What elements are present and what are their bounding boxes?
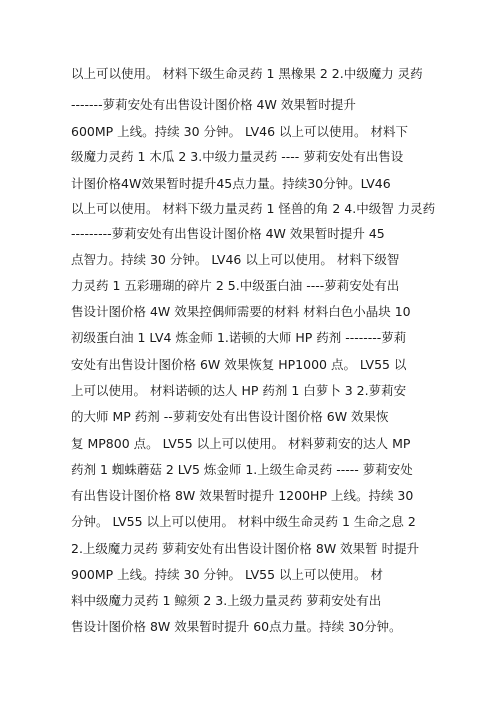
text-line: 上可以使用。 材料诺顿的达人 HP 药剂 1 白萝卜 3 2.萝莉安	[71, 383, 407, 398]
text-line: 药剂 1 蜘蛛蘑菇 2 LV5 炼金师 1.上级生命灵药 ----- 萝莉安处	[71, 462, 413, 477]
text-line: 复 MP800 点。 LV55 以上可以使用。 材料萝莉安的达人 MP	[71, 436, 411, 451]
text-line: 600MP 上线。持续 30 分钟。 LV46 以上可以使用。 材料下	[71, 124, 408, 139]
text-line: 900MP 上线。持续 30 分钟。 LV55 以上可以使用。 材	[71, 567, 383, 582]
text-line: 有出售设计图价格 8W 效果暂时提升 1200HP 上线。持续 30	[71, 488, 414, 503]
text-line: 以上可以使用。 材料下级生命灵药 1 黑橡果 2 2.中级魔力 灵药	[71, 66, 423, 81]
text-line: ---------萝莉安处有出售设计图价格 4W 效果暂时提升 45	[71, 226, 385, 241]
text-line: 级魔力灵药 1 木瓜 2 3.中级力量灵药 ---- 萝莉安处有出售设	[71, 149, 404, 164]
text-line: -------萝莉安处有出售设计图价格 4W 效果暂时提升	[71, 97, 356, 112]
text-line: 点智力。持续 30 分钟。 LV46 以上可以使用。 材料下级智	[71, 252, 400, 267]
text-line: 售设计图价格 4W 效果控偶师需要的材料 材料白色小晶块 10	[71, 304, 411, 319]
text-line: 的大师 MP 药剂 --萝莉安处有出售设计图价格 6W 效果恢	[71, 409, 389, 424]
text-line: 料中级魔力灵药 1 鲸须 2 3.上级力量灵药 萝莉安处有出	[71, 593, 382, 608]
text-line: 计图价格4W效果暂时提升45点力量。持续30分钟。LV46	[71, 176, 391, 191]
text-line: 安处有出售设计图价格 6W 效果恢复 HP1000 点。 LV55 以	[71, 357, 407, 372]
text-line: 初级蛋白油 1 LV4 炼金师 1.诺顿的大师 HP 药剂 --------萝莉	[71, 330, 407, 345]
text-line: 力灵药 1 五彩珊瑚的碎片 2 5.中级蛋白油 ----萝莉安处有出	[71, 278, 400, 293]
text-line: 分钟。 LV55 以上可以使用。 材料中级生命灵药 1 生命之息 2	[71, 514, 416, 529]
text-line: 售设计图价格 8W 效果暂时提升 60点力量。持续 30分钟。	[71, 619, 402, 634]
text-line: 2.上级魔力灵药 萝莉安处有出售设计图价格 8W 效果暂 时提升	[71, 541, 420, 556]
text-line: 以上可以使用。 材料下级力量灵药 1 怪兽的角 2 4.中级智 力灵药	[71, 201, 436, 216]
